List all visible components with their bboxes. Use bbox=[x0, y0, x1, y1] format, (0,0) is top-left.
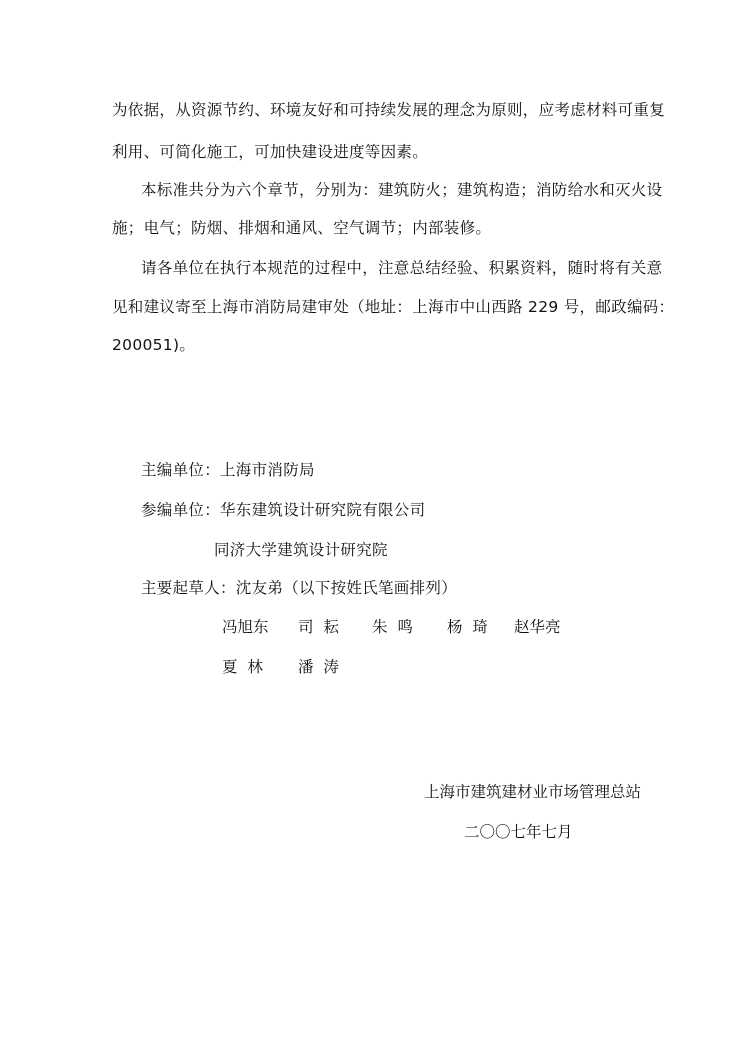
drafter-name: 杨 琦 bbox=[447, 618, 488, 636]
issuing-organization: 上海市建筑建材业市场管理总站 bbox=[424, 783, 642, 801]
chief-editor-unit: 主编单位：上海市消防局 bbox=[141, 461, 315, 479]
drafter-name: 司 耘 bbox=[298, 618, 339, 636]
main-drafters-label: 主要起草人：沈友弟（以下按姓氏笔画排列） bbox=[141, 579, 458, 597]
participating-unit-1: 参编单位：华东建筑设计研究院有限公司 bbox=[141, 501, 426, 519]
drafter-name: 潘 涛 bbox=[298, 658, 339, 676]
drafter-name: 冯旭东 bbox=[222, 618, 269, 636]
drafter-name: 夏 林 bbox=[222, 658, 263, 676]
body-line-5: 请各单位在执行本规范的过程中，注意总结经验、积累资料，随时将有关意 bbox=[141, 259, 663, 277]
body-line-6: 见和建议寄至上海市消防局建审处（地址：上海市中山西路 229 号，邮政编码： bbox=[112, 298, 675, 316]
body-line-2: 利用、可简化施工，可加快建设进度等因素。 bbox=[112, 143, 429, 161]
participating-unit-2: 同济大学建筑设计研究院 bbox=[214, 541, 388, 559]
body-line-1: 为依据，从资源节约、环境友好和可持续发展的理念为原则，应考虑材料可重复 bbox=[112, 101, 666, 119]
body-line-3: 本标准共分为六个章节，分别为：建筑防火；建筑构造；消防给水和灭火设 bbox=[141, 181, 663, 199]
issue-date: 二〇〇七年七月 bbox=[464, 823, 573, 841]
drafter-name: 赵华亮 bbox=[514, 618, 561, 636]
body-line-4: 施；电气；防烟、排烟和通风、空气调节；内部装修。 bbox=[112, 219, 492, 237]
drafter-name: 朱 鸣 bbox=[372, 618, 413, 636]
body-line-7: 200051)。 bbox=[112, 336, 196, 354]
